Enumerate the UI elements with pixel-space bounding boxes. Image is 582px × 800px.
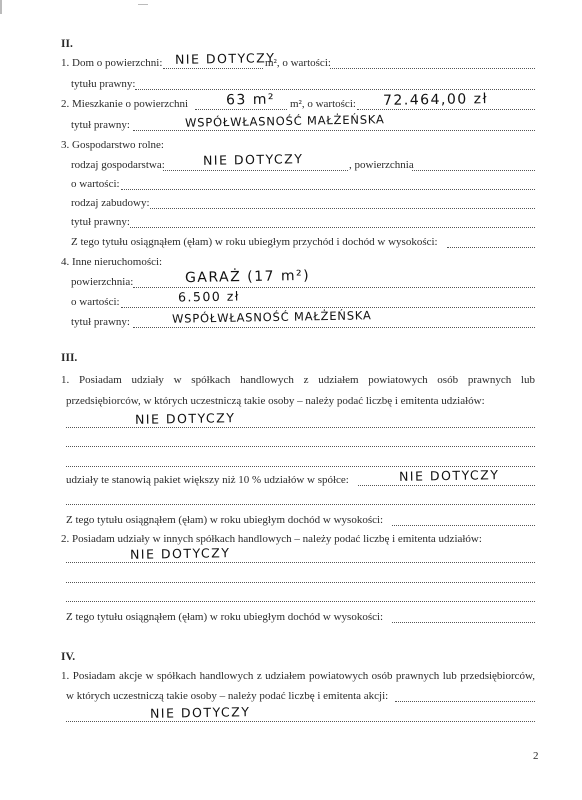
handwritten-value: 72.464,00 zł: [382, 91, 489, 109]
page-number: 2: [533, 750, 539, 762]
handwritten-value: 63 m²: [225, 91, 276, 109]
fill-line: [66, 601, 535, 602]
field-label: powierzchnia:: [71, 276, 134, 288]
handwritten-value: WSPÓŁWŁASNOŚĆ MAŁŻEŃSKA: [184, 112, 385, 130]
fill-line: [163, 68, 263, 69]
fill-line: [392, 525, 535, 526]
field-label: Z tego tytułu osiągnąłem (ęłam) w roku ubiegłym dochód w wysokości:: [66, 514, 384, 526]
section-heading: II.: [61, 38, 73, 50]
fill-line: [66, 721, 535, 722]
item-label: 1. Posiadam akcje w spółkach handlowych z udziałem powiatowych osób prawnych lub przedsiębiorców,: [61, 670, 535, 682]
field-label: tytuł prawny:: [71, 119, 130, 131]
field-label: tytułu prawny:: [71, 78, 136, 90]
handwritten-value: NIE DOTYCZY: [398, 467, 500, 484]
fill-line: [412, 170, 535, 171]
item-label: 4. Inne nieruchomości:: [61, 256, 163, 268]
fill-line: [135, 89, 535, 90]
fill-line: [133, 327, 535, 328]
field-label: tytuł prawny:: [71, 316, 130, 328]
fill-line: [130, 227, 535, 228]
fill-line: [195, 109, 287, 110]
fill-line: [66, 582, 535, 583]
item-label: w których uczestniczą takie osoby – należy podać liczbę i emitenta akcji:: [66, 690, 389, 702]
fill-line: [121, 189, 535, 190]
field-label: o wartości:: [71, 178, 120, 190]
fill-line: [150, 208, 535, 209]
field-label: udziały te stanowią pakiet większy niż 10 % udziałów w spółce:: [66, 474, 349, 486]
handwritten-value: NIE DOTYCZY: [129, 545, 231, 562]
handwritten-value: NIE DOTYCZY: [174, 50, 276, 67]
fill-line: [330, 68, 535, 69]
fill-line: [121, 307, 535, 308]
field-label: , powierzchnia: [349, 159, 414, 171]
field-label: tytuł prawny:: [71, 216, 130, 228]
item-label: przedsiębiorców, w których uczestniczą takie osoby – należy podać liczbę i emitenta udziałów:: [66, 395, 485, 407]
fill-line: [395, 701, 535, 702]
handwritten-value: NIE DOTYCZY: [149, 704, 251, 721]
handwritten-value: GARAŻ (17 m²): [184, 267, 311, 287]
fill-line: [163, 170, 348, 171]
item-label: m², o wartości:: [290, 98, 356, 110]
fill-line: [447, 247, 535, 248]
fill-line: [66, 562, 535, 563]
handwritten-value: 6.500 zł: [177, 288, 241, 305]
fill-line: [66, 504, 535, 505]
fill-line: [66, 427, 535, 428]
section-heading: IV.: [61, 651, 76, 663]
field-label: o wartości:: [71, 296, 120, 308]
item-label: 2. Posiadam udziały w innych spółkach handlowych – należy podać liczbę i emitenta udziałów:: [61, 533, 482, 545]
scan-edge-mark: [138, 4, 148, 5]
item-label: 1. Posiadam udziały w spółkach handlowych z udziałem powiatowych osób prawnych lub: [61, 374, 535, 386]
fill-line: [133, 287, 535, 288]
handwritten-value: WSPÓŁWŁASNOŚĆ MAŁŻEŃSKA: [171, 308, 372, 326]
item-label: 1. Dom o powierzchni:: [61, 57, 163, 69]
fill-line: [358, 485, 535, 486]
item-label: m², o wartości:: [265, 57, 331, 69]
field-label: Z tego tytułu osiągnąłem (ęłam) w roku ubiegłym przychód i dochód w wysokości:: [71, 236, 438, 248]
fill-line: [392, 622, 535, 623]
item-label: 2. Mieszkanie o powierzchni: [61, 98, 189, 110]
handwritten-value: NIE DOTYCZY: [202, 151, 304, 168]
item-label: 3. Gospodarstwo rolne:: [61, 139, 164, 151]
section-heading: III.: [61, 352, 78, 364]
field-label: Z tego tytułu osiągnąłem (ęłam) w roku ubiegłym dochód w wysokości:: [66, 611, 384, 623]
scan-edge-mark: [0, 0, 2, 14]
fill-line: [357, 109, 535, 110]
fill-line: [133, 130, 535, 131]
field-label: rodzaj zabudowy:: [71, 197, 150, 209]
field-label: rodzaj gospodarstwa:: [71, 159, 165, 171]
handwritten-value: NIE DOTYCZY: [134, 410, 236, 427]
fill-line: [66, 446, 535, 447]
